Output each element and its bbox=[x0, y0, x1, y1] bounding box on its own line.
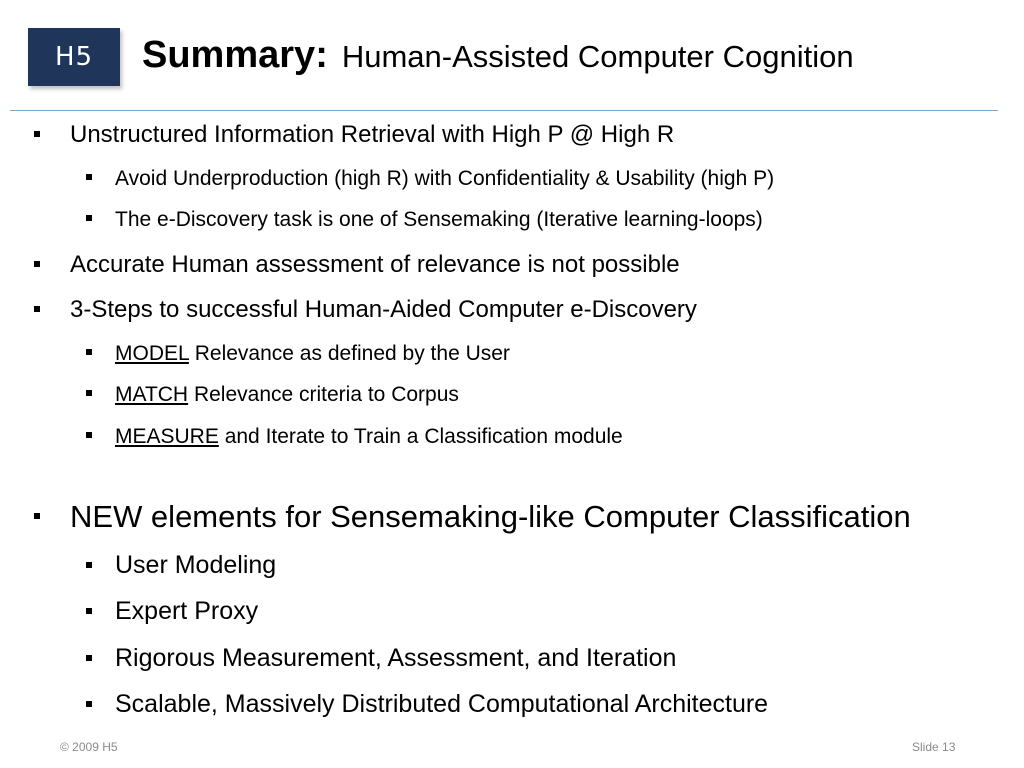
sub-bullet-item bbox=[115, 384, 459, 405]
keyword-match: MATCH bbox=[115, 383, 189, 406]
sub-bullet-text: Relevance as defined by the User bbox=[188, 342, 510, 365]
bullet-item: 3-Steps to successful Human-Aided Computer e-Discovery bbox=[70, 296, 697, 323]
sub-bullet-item: Expert Proxy bbox=[115, 597, 259, 625]
bullet-square-icon bbox=[86, 215, 92, 221]
bullet-square-icon bbox=[86, 349, 92, 355]
bullet-square-icon bbox=[34, 513, 40, 519]
bullet-square-icon bbox=[86, 174, 92, 180]
bullet-square-icon bbox=[34, 306, 40, 312]
keyword-model: MODEL bbox=[115, 342, 189, 365]
sub-bullet-text: Relevance criteria to Corpus bbox=[188, 383, 459, 406]
bullet-square-icon bbox=[34, 131, 40, 137]
sub-bullet-item bbox=[115, 343, 510, 364]
sub-bullet-item: User Modeling bbox=[115, 551, 277, 579]
title-subtitle: Human-Assisted Computer Cognition bbox=[341, 39, 854, 74]
bullet-item: Accurate Human assessment of relevance is not possible bbox=[70, 251, 680, 278]
footer-slide-number: Slide 13 bbox=[912, 740, 956, 754]
bullet-square-icon bbox=[86, 655, 92, 661]
footer-copyright: © 2009 H5 bbox=[60, 740, 118, 754]
bullet-square-icon bbox=[86, 701, 92, 707]
keyword-measure: MEASURE bbox=[115, 425, 219, 448]
bullet-square-icon bbox=[34, 261, 40, 267]
bullet-square-icon bbox=[86, 390, 92, 396]
bullet-square-icon bbox=[86, 562, 92, 568]
sub-bullet-item bbox=[115, 426, 623, 447]
title-bold: Summary: bbox=[142, 34, 328, 76]
bullet-item: Unstructured Information Retrieval with High P @ High R bbox=[70, 121, 675, 148]
sub-bullet-text: and Iterate to Train a Classification module bbox=[218, 425, 623, 448]
bullet-square-icon bbox=[86, 432, 92, 438]
bullet-item: NEW elements for Sensemaking-like Computer Classification bbox=[70, 499, 911, 534]
sub-bullet-item: The e-Discovery task is one of Sensemaking (Iterative learning-loops) bbox=[115, 208, 763, 231]
bullet-square-icon bbox=[86, 608, 92, 614]
sub-bullet-item: Rigorous Measurement, Assessment, and Iteration bbox=[115, 644, 677, 672]
logo-text: H5 bbox=[54, 42, 94, 72]
sub-bullet-item: Avoid Underproduction (high R) with Confidentiality & Usability (high P) bbox=[115, 167, 775, 190]
sub-bullet-item: Scalable, Massively Distributed Computational Architecture bbox=[115, 690, 769, 718]
